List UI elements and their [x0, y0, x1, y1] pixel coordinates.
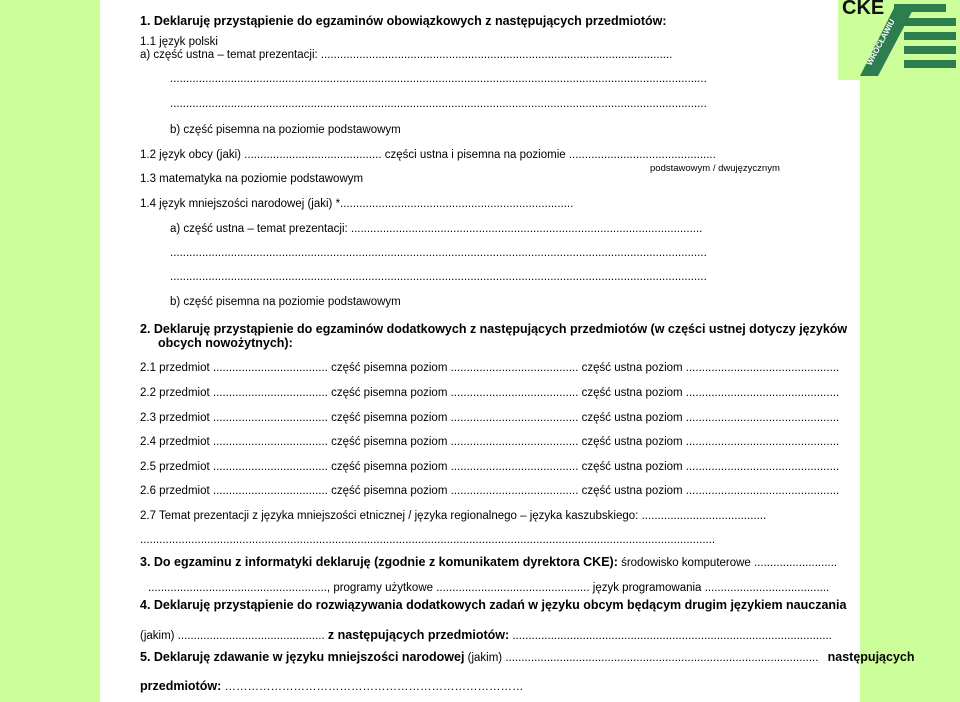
section-4-subjects-label: z następujących przedmiotów:: [327, 628, 510, 642]
section-5-line: [140, 650, 914, 665]
item-2-2: 2.2 przedmiot .................................... część pisemna poziom ........................................ część ustna poziom ................................................: [140, 387, 840, 399]
section-2-heading: 2. Deklaruję przystąpienie do egzaminów dodatkowych z następujących przedmiotów (w części ustnej dotyczy języków: [140, 322, 848, 336]
item-1-3: 1.3 matematyka na poziomie podstawowym: [140, 173, 364, 185]
dotted-line: ....................................................................................................................................................................................: [140, 534, 716, 546]
dotted-line: ........................................................................................................................................................................: [170, 247, 707, 259]
section-4-language: (jakim) ..............................................: [140, 630, 325, 642]
section-3-heading: 3. Do egzaminu z informatyki deklaruję (zgodnie z komunikatem dyrektora CKE):: [140, 555, 618, 569]
section-5-language: (jakim) ..................................................................................................: [467, 652, 819, 664]
item-2-7: 2.7 Temat prezentacji z języka mniejszości etnicznej / języka regionalnego – języka kaszubskiego: .......................................: [140, 510, 767, 522]
item-1-2: 1.2 język obcy (jaki) ........................................... części ustna i pisemna na poziomie ..............................................: [140, 149, 716, 161]
section-5-following: następujących: [827, 650, 915, 664]
section-5-line-2: [140, 679, 523, 694]
cke-logo-graphic: [838, 0, 960, 80]
section-2-heading-cont: obcych nowożytnych):: [158, 336, 293, 350]
item-1-1-b: b) część pisemna na poziomie podstawowym: [170, 124, 401, 136]
dotted-line: ........................................................................................................................................................................: [170, 73, 707, 85]
item-1-4-b: b) część pisemna na poziomie podstawowym: [170, 296, 401, 308]
svg-text:CKE: CKE: [842, 0, 885, 19]
section-3-line: [140, 555, 837, 570]
item-1-4-a: a) część ustna – temat prezentacji: ..............................................................................................................: [170, 223, 703, 235]
section-4-line: [140, 628, 832, 643]
section-3-line-2: ........................................................, programy użytkowe ................................................ język programowania .......................................: [148, 582, 830, 594]
dotted-line: ........................................................................................................................................................................: [170, 271, 707, 283]
item-1-1: 1.1 język polski: [140, 36, 218, 48]
item-2-4: 2.4 przedmiot .................................... część pisemna poziom ........................................ część ustna poziom ................................................: [140, 436, 840, 448]
logo-city-text: WROCŁAWIU: [864, 17, 897, 67]
item-2-1: 2.1 przedmiot .................................... część pisemna poziom ........................................ część ustna poziom ................................................: [140, 362, 840, 374]
dotted-line: ……………………………………………………………………: [224, 681, 524, 693]
item-2-6: 2.6 przedmiot .................................... część pisemna poziom ........................................ część ustna poziom ................................................: [140, 485, 840, 497]
item-2-3: 2.3 przedmiot .................................... część pisemna poziom ........................................ część ustna poziom ................................................: [140, 412, 840, 424]
item-1-4: 1.4 język mniejszości narodowej (jaki) *.........................................................................: [140, 198, 574, 210]
section-1-heading: 1. Deklaruję przystąpienie do egzaminów obowiązkowych z następujących przedmiotów:: [140, 14, 667, 28]
item-2-5: 2.5 przedmiot .................................... część pisemna poziom ........................................ część ustna poziom ................................................: [140, 461, 840, 473]
section-5-heading: 5. Deklaruję zdawanie w języku mniejszości narodowej: [140, 650, 465, 664]
dotted-line: ....................................................................................................: [512, 630, 832, 642]
section-4-heading: 4. Deklaruję przystąpienie do rozwiązywania dodatkowych zadań w języku obcym będącym drugim językiem nauczania: [140, 598, 847, 612]
section-5-subjects-label: przedmiotów:: [140, 679, 222, 693]
dotted-line: ........................................................................................................................................................................: [170, 98, 707, 110]
item-1-2-note: podstawowym / dwujęzycznym: [650, 163, 780, 174]
item-1-1-a: a) część ustna – temat prezentacji: ..............................................................................................................: [140, 49, 673, 61]
section-3-environment: środowisko komputerowe ..........................: [621, 557, 838, 569]
cke-logo: [838, 0, 960, 80]
